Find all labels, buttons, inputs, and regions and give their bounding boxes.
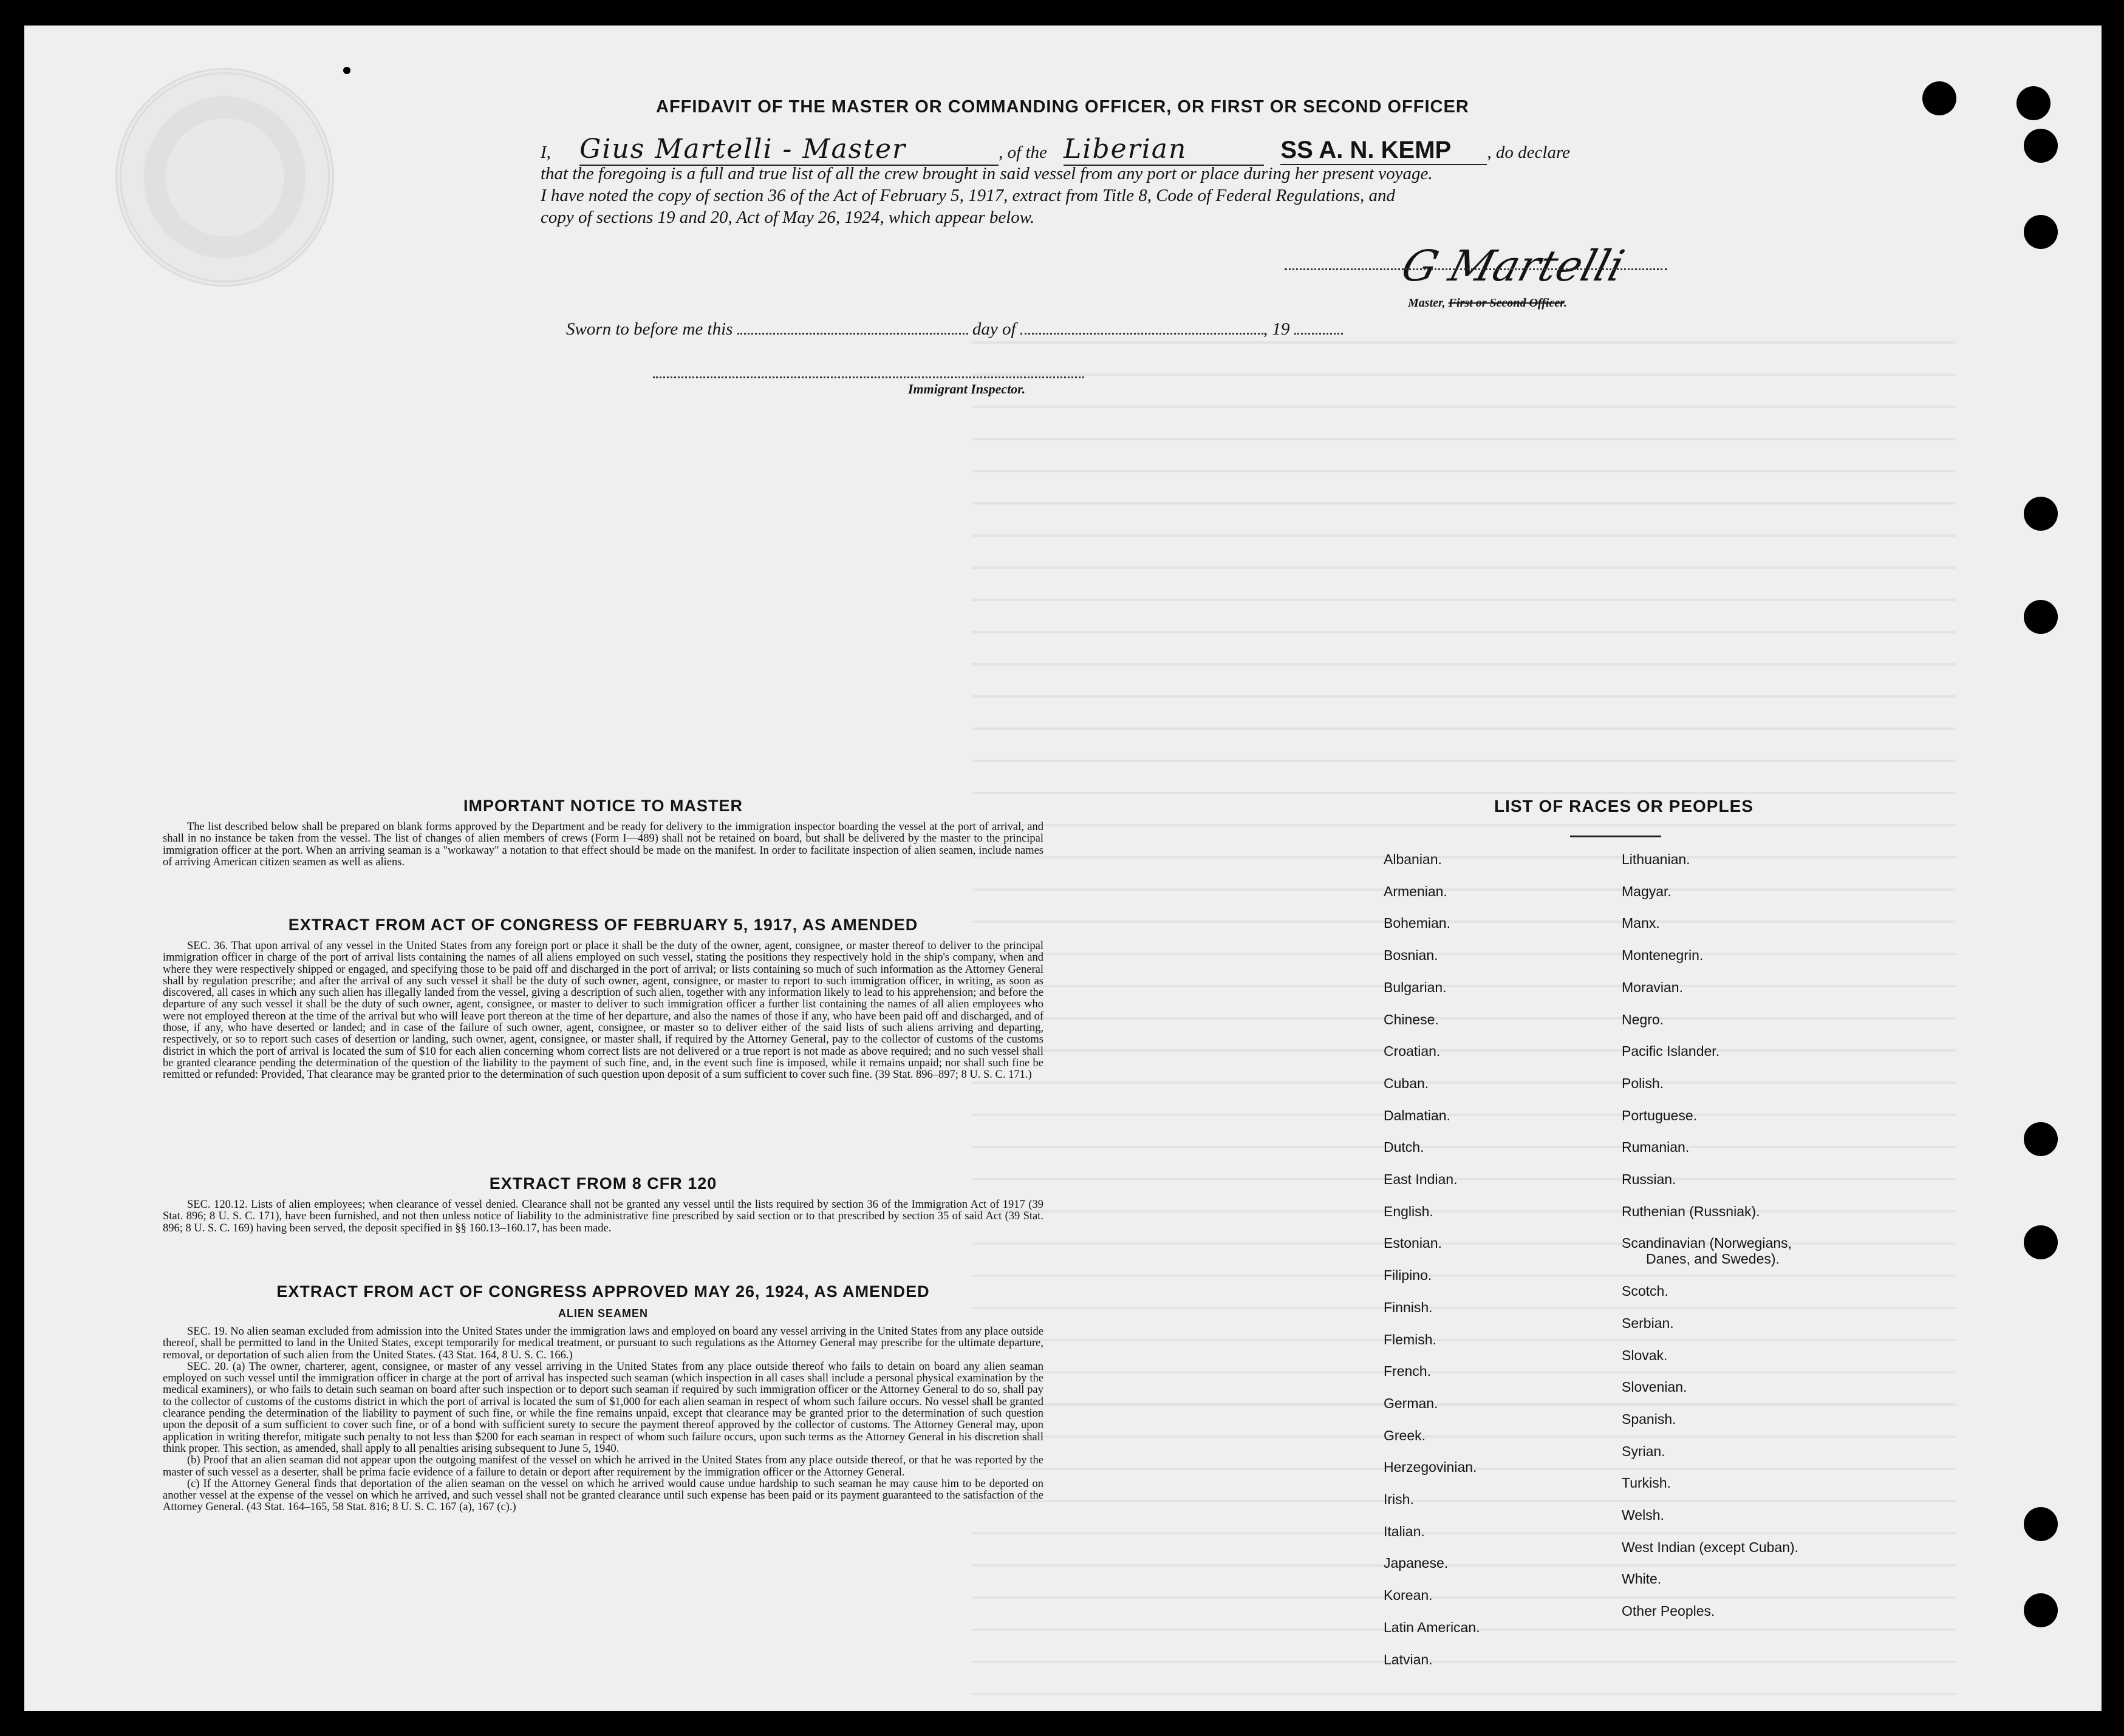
race-item: Montenegrin. (1622, 947, 1704, 963)
race-item: Albanian. (1384, 851, 1442, 867)
affidavit-title: AFFIDAVIT OF THE MASTER OR COMMANDING OFFICER, OR FIRST OR SECOND OFFICER (656, 97, 1469, 117)
race-item: Bosnian. (1384, 947, 1438, 963)
race-item: Chinese. (1384, 1012, 1439, 1027)
race-item: Croatian. (1384, 1043, 1441, 1059)
master-signature: G Martelli (1396, 241, 1630, 291)
extract-1917-section (163, 916, 1043, 1081)
race-item: Syrian. (1622, 1443, 1665, 1459)
inspector-line (653, 376, 1084, 378)
race-item: Turkish. (1622, 1475, 1671, 1491)
notice-body: The list described below shall be prepared on blank forms approved by the Department and be ready for delivery to the immigration inspector boarding the vessel at the port of arrival, and shall in no instance be taken from the vessel. The list of changes of alien members of crews (Form I—489) shall not be retained on board, but shall be delivered by the master to the principal immigration officer at the port. When an arriving seaman is a "workaway" a notation to that effect should be made on the manifest. In order to facilitate inspection of alien seamen, include names of arriving American citizen seamen as well as aliens. (163, 821, 1043, 868)
race-item: Slovak. (1622, 1347, 1668, 1363)
signature-line (1285, 268, 1667, 270)
race-item: White. (1622, 1571, 1662, 1587)
race-item: Filipino. (1384, 1267, 1432, 1283)
race-item: Magyar. (1622, 883, 1672, 899)
races-title: LIST OF RACES OR PEOPLES (1494, 797, 1753, 815)
race-item: Irish. (1384, 1491, 1414, 1507)
race-item: Polish. (1622, 1075, 1664, 1091)
race-item: Rumanian. (1622, 1139, 1690, 1155)
extract-1917-body: SEC. 36. That upon arrival of any vessel in the United States from any foreign port or place it shall be the duty of the owner, agent, consignee, or master thereof to deliver to the principal immigration officer in charge of the port of arrival lists containing the names of all aliens employed on such vessel, stating the positions they respectively hold in the ship's company, when and where they were respectively shipped or engaged, and specifying those to be paid off and discharged in the port of arrival; or lists containing so much of such information as the Attorney General shall by regulation prescribe; and after the arrival of any such vessel it shall be the duty of such owner, agent, consignee, or master to report to such immigration officer, in writing, as soon as discovered, all cases in which any such alien has illegally landed from the vessel, giving a description of such alien, together with any information likely to lead to his apprehension; and before the departure of any such vessel it shall be the duty of such owner, agent, consignee, or master to deliver to such immigration officer a further list containing the names of all alien employees who were not employed thereon at the time of the arrival but who will leave port thereon at the time of her departure, and also the names of those if any, who have been paid off and discharged, and of those, if any, who have deserted or landed; and in case of the failure of such owner, agent, consignee, or master so to deliver either of the said lists of such aliens arriving and departing, respectively, or so to report such cases of desertion or landing, such owner, agent, consignee, or master shall, if required by the Attorney General, pay to the collector of customs of the customs district in which the port of arrival is located the sum of $10 for each alien concerning whom correct lists are not delivered or a true report is not made as above required; and no such vessel shall be granted clearance pending the determination of the question of the liability to the payment of such fine, and, in the event such fine is imposed, while it remains unpaid; nor shall such fine be remitted or refunded: Provided, That clearance may be granted prior to the determination of such question upon deposit of a sum sufficient to cover such fine. (39 Stat. 896–897; 8 U. S. C. 171.) (163, 940, 1043, 1081)
race-item: English. (1384, 1203, 1433, 1219)
declaration-line-2: that the foregoing is a full and true list of all the crew brought in said vessel from any port or place during her present voyage. (541, 164, 1433, 183)
race-item: Lithuanian. (1622, 851, 1690, 867)
race-item: Bulgarian. (1384, 979, 1447, 995)
race-item: Finnish. (1384, 1299, 1433, 1315)
punch-hole (2024, 129, 2058, 163)
declaration-line-1 (541, 134, 1695, 166)
declarant-name: Gius Martelli - Master (579, 134, 999, 166)
embossed-seal (115, 68, 334, 287)
race-item: Manx. (1622, 915, 1660, 931)
document-page (24, 26, 2102, 1711)
notice-title: IMPORTANT NOTICE TO MASTER (463, 797, 743, 815)
ship-name: SS A. N. KEMP (1280, 137, 1487, 165)
signature-caption: Master, First or Second Officer. (1408, 296, 1567, 310)
race-item: Welsh. (1622, 1507, 1664, 1523)
race-item: Portuguese. (1622, 1108, 1698, 1123)
of-the-label: , of the (999, 143, 1047, 162)
race-item: Flemish. (1384, 1332, 1436, 1347)
race-item: Danes, and Swedes). (1646, 1251, 1780, 1267)
race-item: Ruthenian (Russniak). (1622, 1203, 1760, 1219)
race-item: Estonian. (1384, 1235, 1442, 1251)
race-item: Negro. (1622, 1012, 1664, 1027)
race-item: West Indian (except Cuban). (1622, 1539, 1799, 1555)
punch-hole (1922, 81, 1956, 115)
vessel-flag: Liberian (1064, 134, 1264, 166)
race-item: Moravian. (1622, 979, 1683, 995)
extract-1917-title: EXTRACT FROM ACT OF CONGRESS OF FEBRUARY 5, 1917, AS AMENDED (288, 916, 918, 934)
race-item: German. (1384, 1395, 1438, 1411)
extract-1924-body: SEC. 19. No alien seaman excluded from admission into the United States under the immigration laws and employed on board any vessel arriving in the United States from any place outside thereof, shall be permitted to land in the United States, except temporarily for medical treatment, or pursuant to such regulations as the Attorney General may prescribe for the ultimate departure, removal, or deportation of such alien from the United States. (43 Stat. 164, 8 U. S. C. 166.) SEC. 20. (a) The owner, charterer, agent, consignee, or master of any vessel arriving in the United States from any place outside thereof who fails to detain on board any alien seaman employed on such vessel until the immigration officer in charge at the port of arrival has inspected such seaman (which inspection in all cases shall include a personal physical examination by the medical examiners), or who fails to detain such seaman on board after such inspection or to deport such seaman if required by such immigration officer or the Attorney General to do so, shall pay to the collector of customs of the customs district in which the port of arrival is located the sum of $1,000 for each alien seaman in respect of whom such failure occurs. No vessel shall be granted clearance pending the determination of the liability to payment of such fine, or while the fine remains unpaid, except that clearance may be granted prior to the determination of such question upon the deposit of a sum sufficient to cover such fine, or of a bond with sufficient surety to secure the payment thereof approved by the collector of customs. The Attorney General may, upon application in writing therefor, mitigate such penalty to not less than $200 for each seaman in respect of whom such failure occurs, upon such terms as the Attorney General in his discretion shall think proper. This section, as amended, shall apply to all penalties arising subsequent to June 5, 1940. (b) Proof that an alien seaman did not appear upon the outgoing manifest of the vessel on which he arrived in the United States from any place outside thereof, or that he was reported by the master of such vessel as a deserter, shall be prima facie evidence of a failure to detain or deport after requirement by the immigration officer or the Attorney General. (c) If the Attorney General finds that deportation of the alien seaman on the vessel on which he arrived would cause undue hardship to such seaman he may cause him to be deported on another vessel at the expense of the vessel on which he arrived, and such vessel shall not be granted clearance until such expense has been paid or its payment guaranteed to the satisfaction of the Attorney General. (43 Stat. 164–165, 58 Stat. 816; 8 U. S. C. 167 (a), 167 (c).) (163, 1326, 1043, 1514)
race-item: Slovenian. (1622, 1379, 1687, 1395)
punch-hole (2024, 215, 2058, 249)
race-item: Latin American. (1384, 1619, 1480, 1635)
extract-cfr-body: SEC. 120.12. Lists of alien employees; when clearance of vessel denied. Clearance shall not be granted any vessel until the lists required by section 36 of the Immigration Act of 1917 (39 Stat. 896; 8 U. S. C. 171), have been furnished, and not then unless notice of liability to the administrative fine prescribed by said section or to that prescribed by section 35 of said Act (39 Stat. 896; 8 U. S. C. 169) having been served, the deposit specified in §§ 160.13–160.17, has been made. (163, 1199, 1043, 1234)
bleed-through-lines (972, 341, 1956, 1707)
race-item: Bohemian. (1384, 915, 1450, 931)
race-item: Japanese. (1384, 1555, 1449, 1571)
declaration-line-3: I have noted the copy of section 36 of the Act of February 5, 1917, extract from Title 8, Code of Federal Regulations, and (541, 186, 1396, 205)
punch-hole (2024, 497, 2058, 531)
race-item: Dutch. (1384, 1139, 1424, 1155)
race-item: Pacific Islander. (1622, 1043, 1720, 1059)
declaration-line-4: copy of sections 19 and 20, Act of May 26, 1924, which appear below. (541, 208, 1035, 227)
race-item: Armenian. (1384, 883, 1447, 899)
extract-1924-section (163, 1282, 1043, 1514)
race-item: Other Peoples. (1622, 1603, 1715, 1619)
race-item: Scotch. (1622, 1283, 1668, 1299)
race-item: Spanish. (1622, 1411, 1676, 1427)
extract-cfr-title: EXTRACT FROM 8 CFR 120 (489, 1174, 717, 1193)
punch-hole (2024, 1225, 2058, 1259)
extract-cfr-section (163, 1174, 1043, 1234)
sworn-line: Sworn to before me this day of , 19 (566, 319, 1343, 339)
punch-hole (2016, 86, 2051, 120)
do-declare-label: , do declare (1487, 143, 1571, 162)
punch-hole (2024, 1593, 2058, 1627)
race-item: Herzegovinian. (1384, 1459, 1477, 1475)
race-item: Greek. (1384, 1428, 1426, 1443)
race-item: Scandinavian (Norwegians, (1622, 1235, 1792, 1251)
race-item: Serbian. (1622, 1315, 1674, 1331)
declarant-prefix: I, (541, 143, 551, 162)
races-rule (1570, 836, 1661, 837)
notice-section (163, 797, 1043, 868)
race-item: French. (1384, 1363, 1431, 1379)
race-item: East Indian. (1384, 1171, 1458, 1187)
race-item: Korean. (1384, 1587, 1433, 1603)
inspector-caption: Immigrant Inspector. (908, 381, 1026, 397)
extract-1924-title: EXTRACT FROM ACT OF CONGRESS APPROVED MAY 26, 1924, AS AMENDED (276, 1282, 930, 1301)
race-item: Cuban. (1384, 1075, 1429, 1091)
punch-hole (2024, 1122, 2058, 1156)
race-item: Russian. (1622, 1171, 1676, 1187)
ink-mark (343, 67, 350, 74)
punch-hole (2024, 600, 2058, 634)
race-item: Dalmatian. (1384, 1108, 1450, 1123)
extract-1924-subtitle: ALIEN SEAMEN (558, 1307, 648, 1319)
race-item: Latvian. (1384, 1652, 1433, 1667)
race-item: Italian. (1384, 1523, 1425, 1539)
punch-hole (2024, 1507, 2058, 1541)
